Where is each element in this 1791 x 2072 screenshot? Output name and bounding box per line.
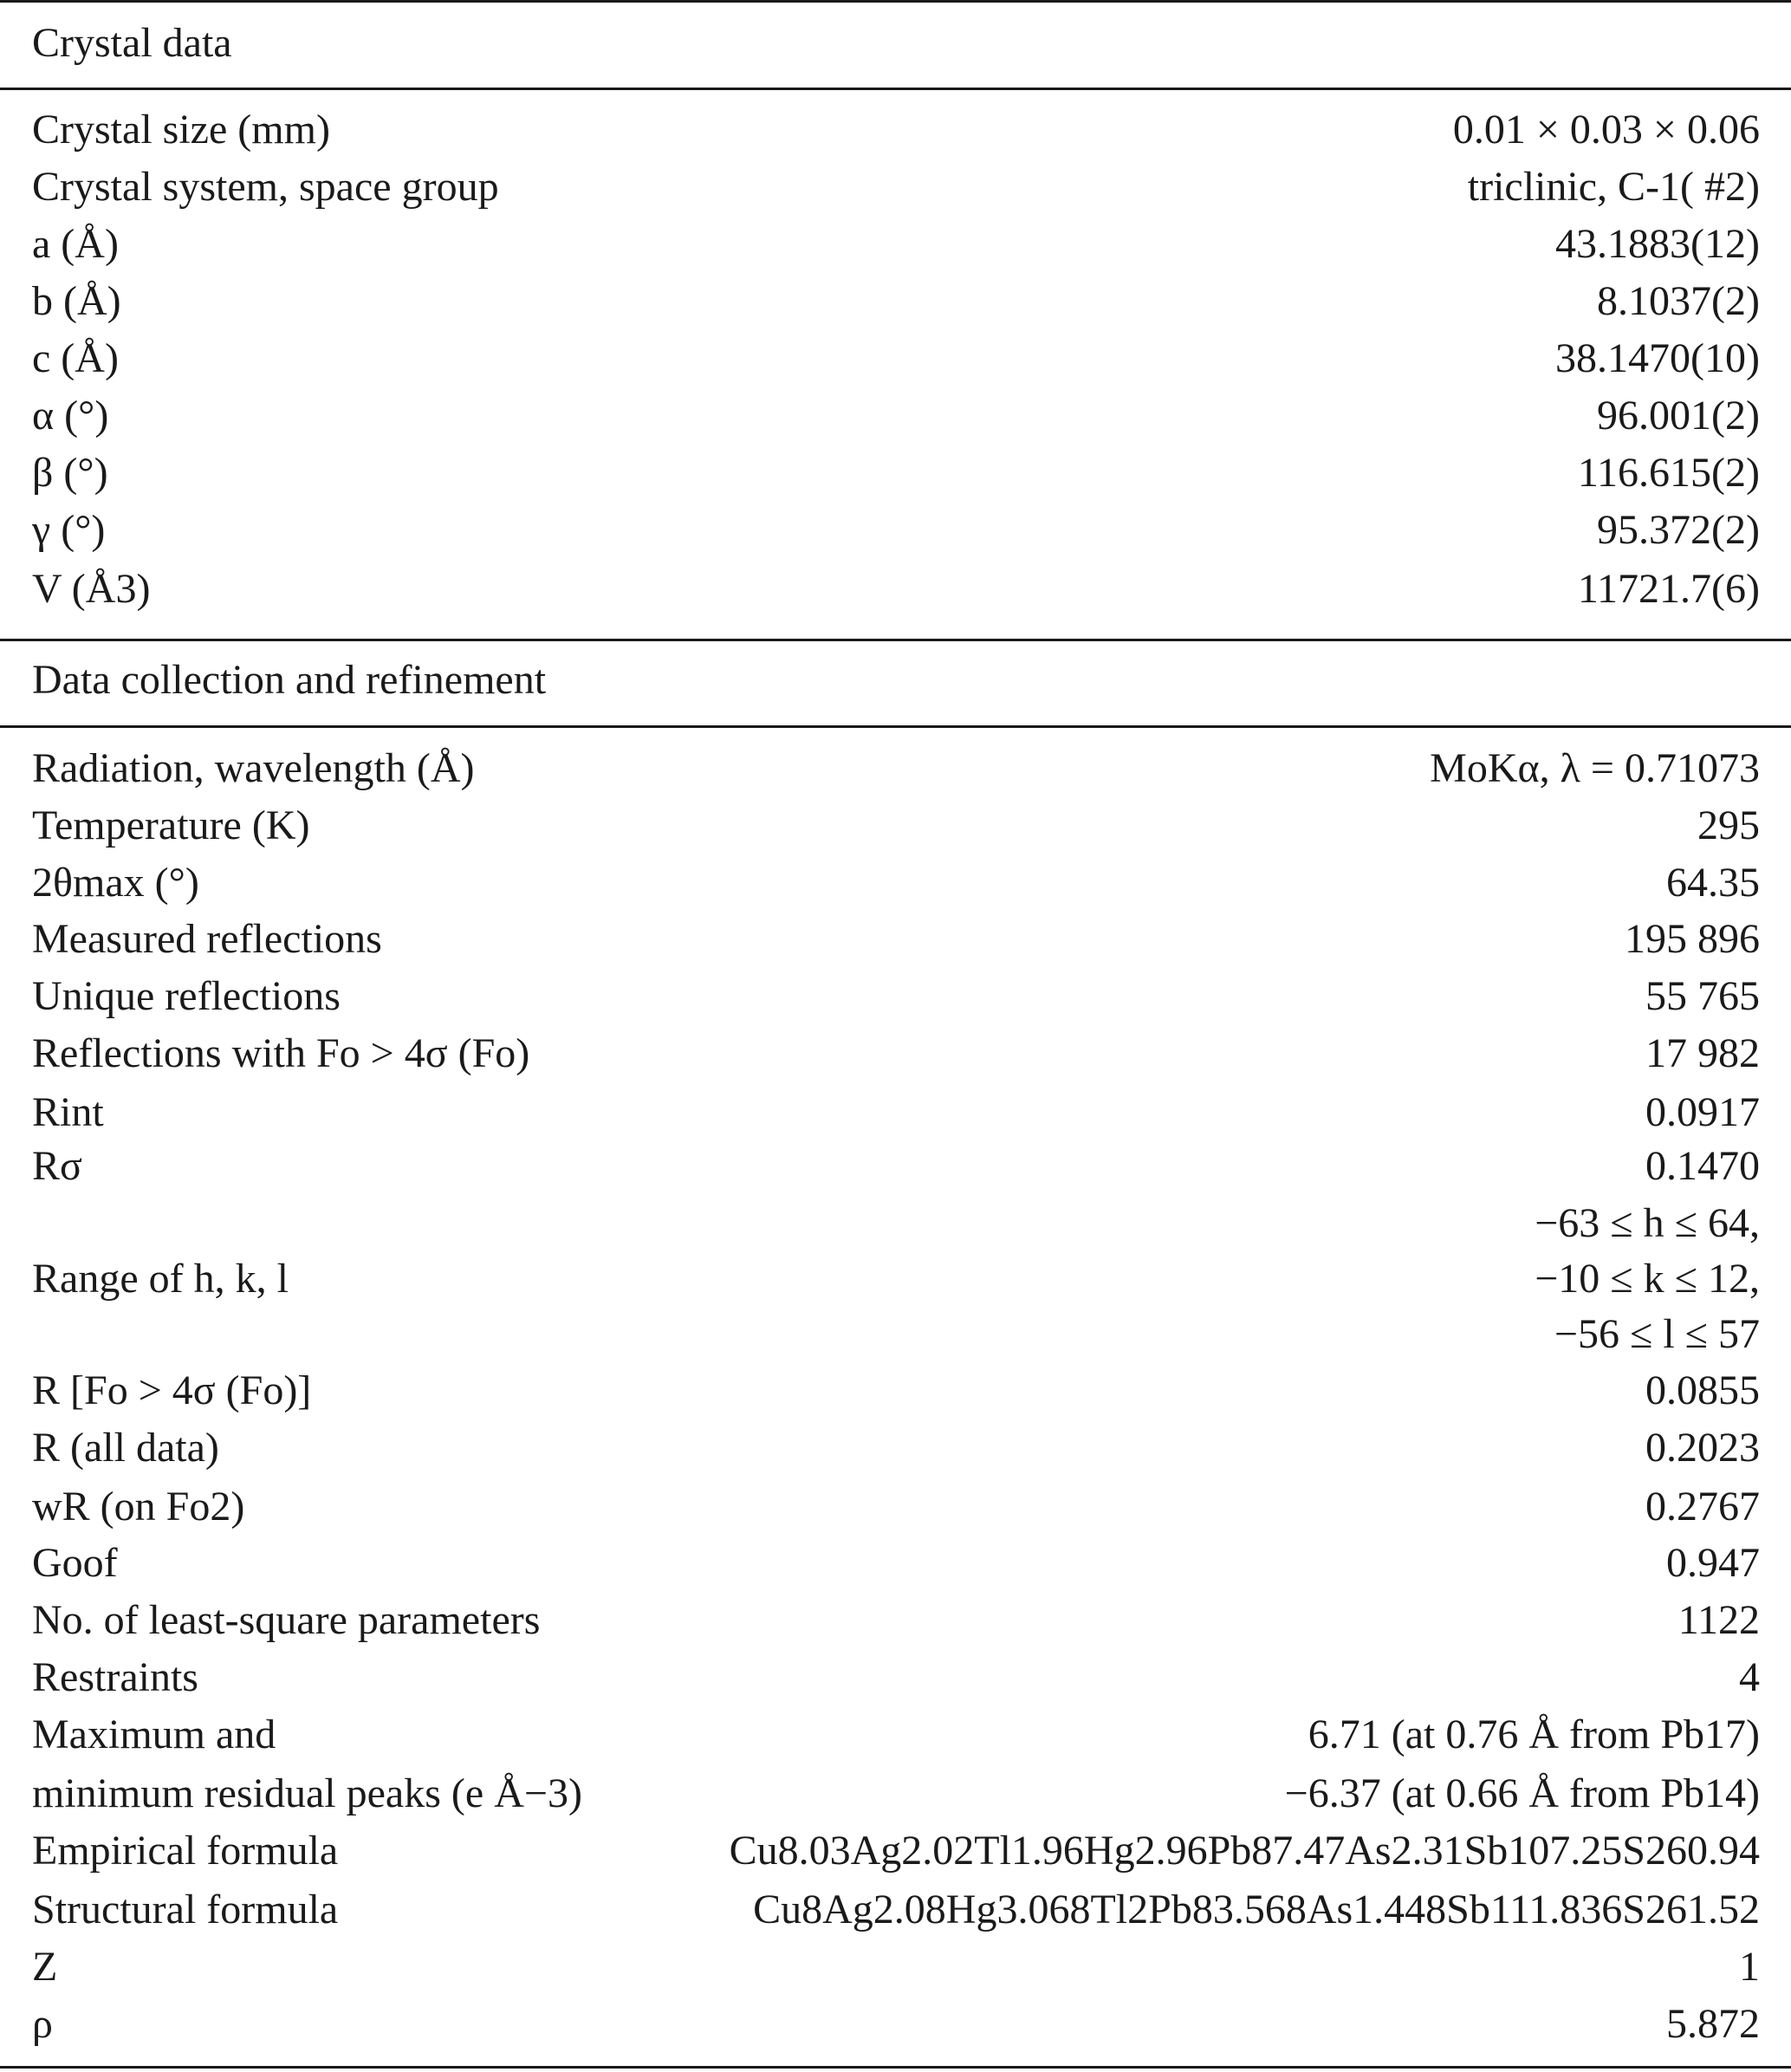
row-value: 116.615(2) xyxy=(1577,450,1760,496)
row-label: c (Å) xyxy=(32,335,119,381)
row-label: 2θmax (°) xyxy=(32,860,199,906)
row-label: Rint xyxy=(32,1089,104,1135)
row-value: 5.872 xyxy=(1666,2001,1760,2047)
row-value: MoKα, λ = 0.71073 xyxy=(1430,745,1760,791)
section-divider-rule xyxy=(0,639,1791,641)
row-value-line-2: −10 ≤ k ≤ 12, xyxy=(1535,1256,1760,1302)
row-label: Z xyxy=(32,1944,58,1990)
top-rule xyxy=(0,0,1791,3)
row-label: α (°) xyxy=(32,393,109,438)
row-label: Temperature (K) xyxy=(32,802,310,848)
row-value-line-1: −63 ≤ h ≤ 64, xyxy=(1535,1200,1760,1246)
row-value: 55 765 xyxy=(1645,973,1760,1019)
row-value: 96.001(2) xyxy=(1597,393,1760,438)
row-label: β (°) xyxy=(32,450,108,496)
section-title-data-collection: Data collection and refinement xyxy=(32,657,547,703)
row-value: 6.71 (at 0.76 Å from Pb17) xyxy=(1308,1712,1760,1757)
row-label: ρ xyxy=(32,2001,53,2047)
row-value: 4 xyxy=(1739,1654,1760,1700)
row-value: 38.1470(10) xyxy=(1555,335,1760,381)
row-value: 195 896 xyxy=(1625,916,1760,962)
row-value: 43.1883(12) xyxy=(1555,221,1760,267)
row-label: wR (on Fo2) xyxy=(32,1484,245,1530)
row-label: Crystal system, space group xyxy=(32,164,499,210)
row-label: Maximum and xyxy=(32,1712,276,1757)
row-value: 0.01 × 0.03 × 0.06 xyxy=(1452,107,1760,153)
row-label: b (Å) xyxy=(32,278,121,324)
row-value: −6.37 (at 0.66 Å from Pb14) xyxy=(1284,1770,1760,1816)
row-value: 0.2767 xyxy=(1645,1484,1760,1530)
row-label: V (Å3) xyxy=(32,566,151,612)
row-value: 0.0917 xyxy=(1645,1089,1760,1135)
row-label: Measured reflections xyxy=(32,916,382,962)
row-value: Cu8Ag2.08Hg3.068Tl2Pb83.568As1.448Sb111.836S261.52 xyxy=(753,1887,1760,1932)
row-value: 64.35 xyxy=(1666,860,1760,906)
row-value: Cu8.03Ag2.02Tl1.96Hg2.96Pb87.47As2.31Sb107.25S260.94 xyxy=(729,1828,1760,1874)
row-label: minimum residual peaks (e Å−3) xyxy=(32,1770,582,1816)
bottom-rule xyxy=(0,2066,1791,2069)
row-label: γ (°) xyxy=(32,507,106,553)
row-label: Rσ xyxy=(32,1143,82,1189)
row-value: 0.947 xyxy=(1666,1540,1760,1586)
row-value: 95.372(2) xyxy=(1597,507,1760,553)
row-value: triclinic, C-1( #2) xyxy=(1467,164,1760,210)
section-title-crystal-data: Crystal data xyxy=(32,20,232,66)
row-value: 1 xyxy=(1739,1944,1760,1990)
row-label: Empirical formula xyxy=(32,1828,339,1874)
row-value: 8.1037(2) xyxy=(1597,278,1760,324)
row-label: No. of least-square parameters xyxy=(32,1597,541,1643)
row-label: Reflections with Fo > 4σ (Fo) xyxy=(32,1030,530,1076)
row-value-line-3: −56 ≤ l ≤ 57 xyxy=(1554,1311,1760,1357)
row-value: 1122 xyxy=(1677,1597,1760,1643)
row-label: R (all data) xyxy=(32,1425,219,1471)
header-rule-2 xyxy=(0,725,1791,728)
row-value: 0.0855 xyxy=(1645,1367,1760,1413)
row-label: a (Å) xyxy=(32,221,119,267)
row-value: 295 xyxy=(1697,802,1760,848)
row-label: Crystal size (mm) xyxy=(32,107,330,153)
row-value: 0.1470 xyxy=(1645,1143,1760,1189)
header-rule-1 xyxy=(0,88,1791,90)
row-label: Structural formula xyxy=(32,1887,339,1932)
row-label: Range of h, k, l xyxy=(32,1256,289,1302)
row-value: 11721.7(6) xyxy=(1577,566,1760,612)
row-label: Restraints xyxy=(32,1654,198,1700)
row-label: Unique reflections xyxy=(32,973,341,1019)
row-label: R [Fo > 4σ (Fo)] xyxy=(32,1367,312,1413)
row-value: 17 982 xyxy=(1645,1030,1760,1076)
row-label: Radiation, wavelength (Å) xyxy=(32,745,475,791)
row-value: 0.2023 xyxy=(1645,1425,1760,1471)
row-label: Goof xyxy=(32,1540,118,1586)
